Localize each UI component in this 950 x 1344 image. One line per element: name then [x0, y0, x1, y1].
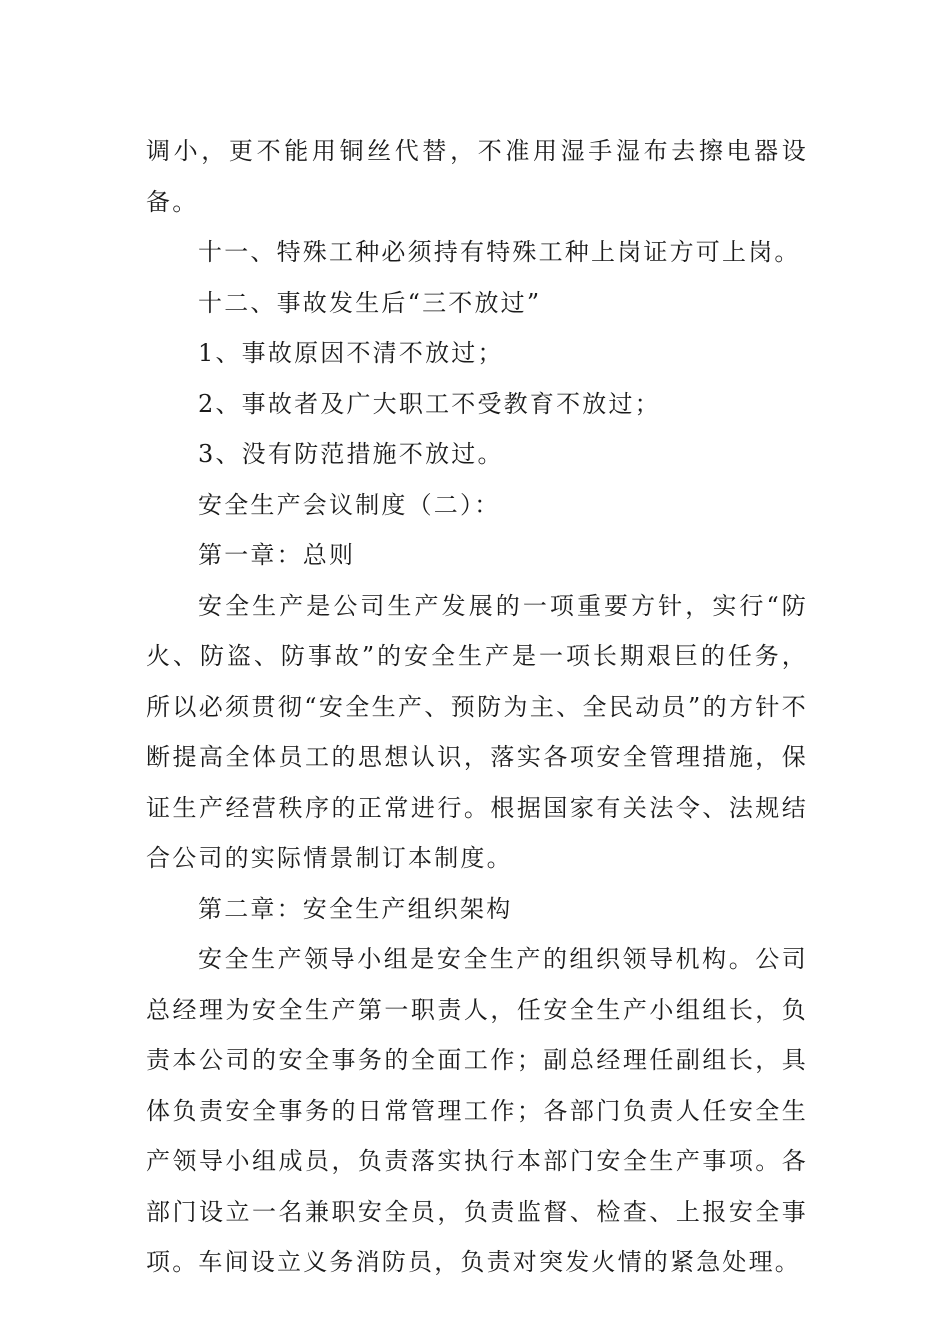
paragraph-organization: 安全生产领导小组是安全生产的组织领导机构。公司总经理为安全生产第一职责人，任安全生产小组组长，负责本公司的安全事务的全面工作；副总经理任副组长，具体负责安全事务的日常管理工作；各部门负责人任安全生产领导小组成员，负责落实执行本部门安全生产事项。各部门设立一名兼职安全员，负责监督、检查、上报安全事项。车间设立义务消防员，负责对突发火情的紧急处理。: [146, 945, 808, 1276]
paragraph-continuation: 调小，更不能用铜丝代替，不准用湿手湿布去擦电器设备。: [146, 137, 808, 216]
document-body: [146, 126, 808, 1288]
chapter-heading-2: 第二章：安全生产组织架构: [198, 894, 513, 923]
paragraph-general-principles: 安全生产是公司生产发展的一项重要方针，实行“防火、防盗、防事故”的安全生产是一项长期艰巨的任务，所以必须贯彻“安全生产、预防为主、全民动员”的方针不断提高全体员工的思想认识，落实各项安全管理措施，保证生产经营秩序的正常进行。根据国家有关法令、法规结合公司的实际情景制订本制度。: [146, 591, 808, 872]
list-item-1: 1、事故原因不清不放过；: [198, 339, 504, 367]
section-title: 安全生产会议制度（二）：: [198, 490, 501, 519]
list-item-2: 2、事故者及广大职工不受教育不放过；: [198, 389, 661, 418]
paragraph-rule-twelve: 十二、事故发生后“三不放过”: [198, 288, 542, 317]
list-item-3: 3、没有防范措施不放过。: [198, 440, 504, 468]
chapter-heading-1: 第一章：总则: [198, 541, 356, 569]
paragraph-rule-eleven: 十一、特殊工种必须持有特殊工种上岗证方可上岗。: [198, 238, 801, 266]
